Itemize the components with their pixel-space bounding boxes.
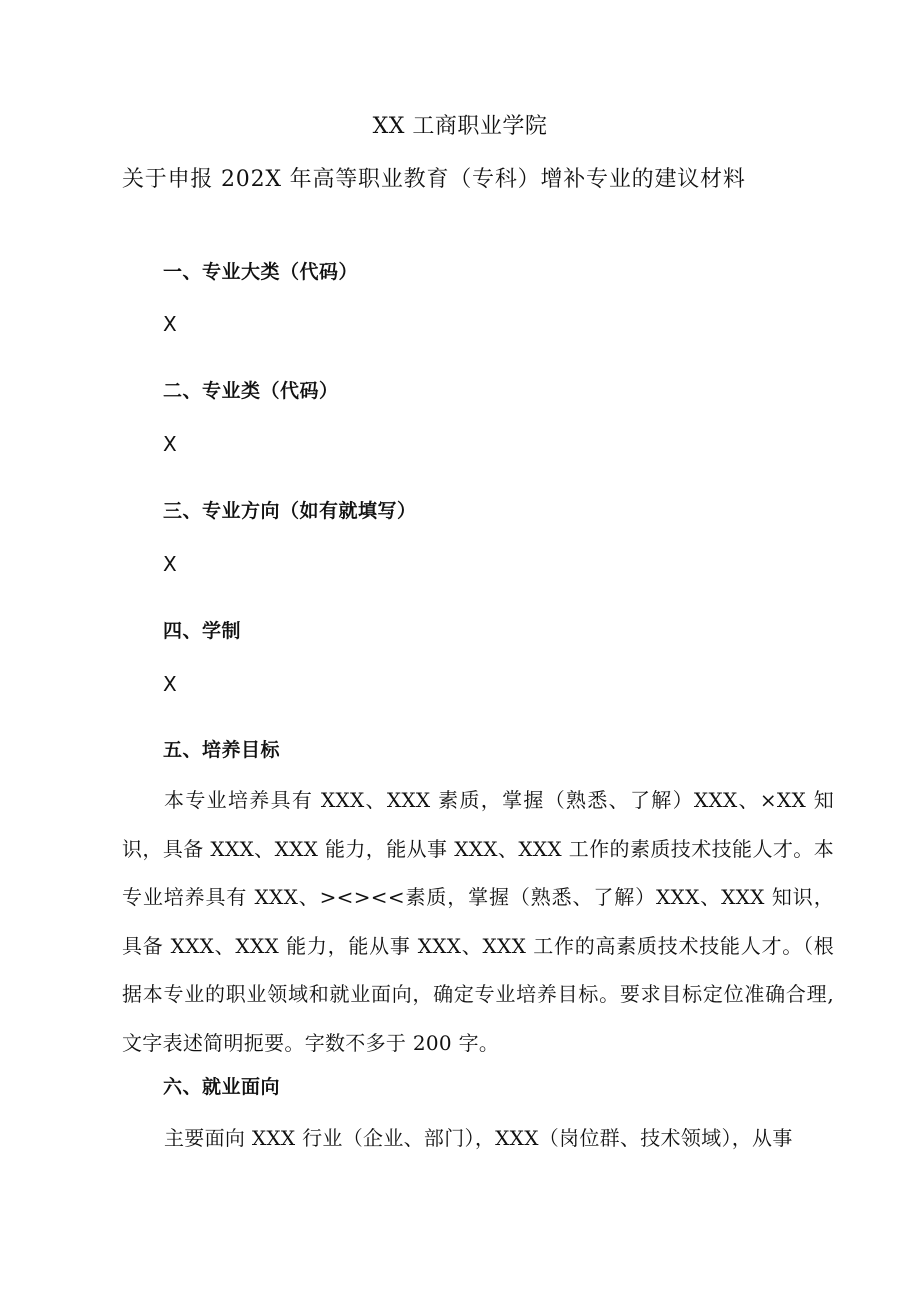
section-value-major-direction: X xyxy=(163,552,177,576)
section-heading-employment: 六、就业面向 xyxy=(163,1076,281,1098)
section-value-major-category: X xyxy=(163,312,177,336)
section-value-major-class: X xyxy=(163,432,177,456)
section-heading-training-goal: 五、培养目标 xyxy=(163,739,281,761)
document-subtitle: 关于申报 202X 年高等职业教育（专科）增补专业的建议材料 xyxy=(122,167,746,192)
section-paragraph-employment: 主要面向 XXX 行业（企业、部门），XXX（岗位群、技术领域），从事 xyxy=(164,1126,793,1150)
section-heading-major-category: 一、专业大类（代码） xyxy=(163,261,359,283)
section-heading-major-direction: 三、专业方向（如有就填写） xyxy=(163,500,417,522)
section-heading-major-class: 二、专业类（代码） xyxy=(163,380,339,402)
section-value-study-length: X xyxy=(163,672,177,696)
section-heading-study-length: 四、学制 xyxy=(163,620,242,642)
document-title: XX 工商职业学院 xyxy=(372,114,548,139)
section-paragraph-training-goal: 本专业培养具有 XXX、XXX 素质，掌握（熟悉、了解）XXX、×XX 知识，具备 XXX、XXX 能力，能从事 XXX、XXX 工作的素质技术技能人才。本专业培养具有 XXX、><><<素质，掌握（熟悉、了解）XXX、XXX 知识，具备 XXX、XXX 能力，能从事 XXX、XXX 工作的高素质技术技能人才。（根据本专业的职业领域和就业面向，确定专业培养目标。要求目标定位准确合理,文字表述简明扼要。字数不多于 200 字。 xyxy=(122,788,834,1055)
